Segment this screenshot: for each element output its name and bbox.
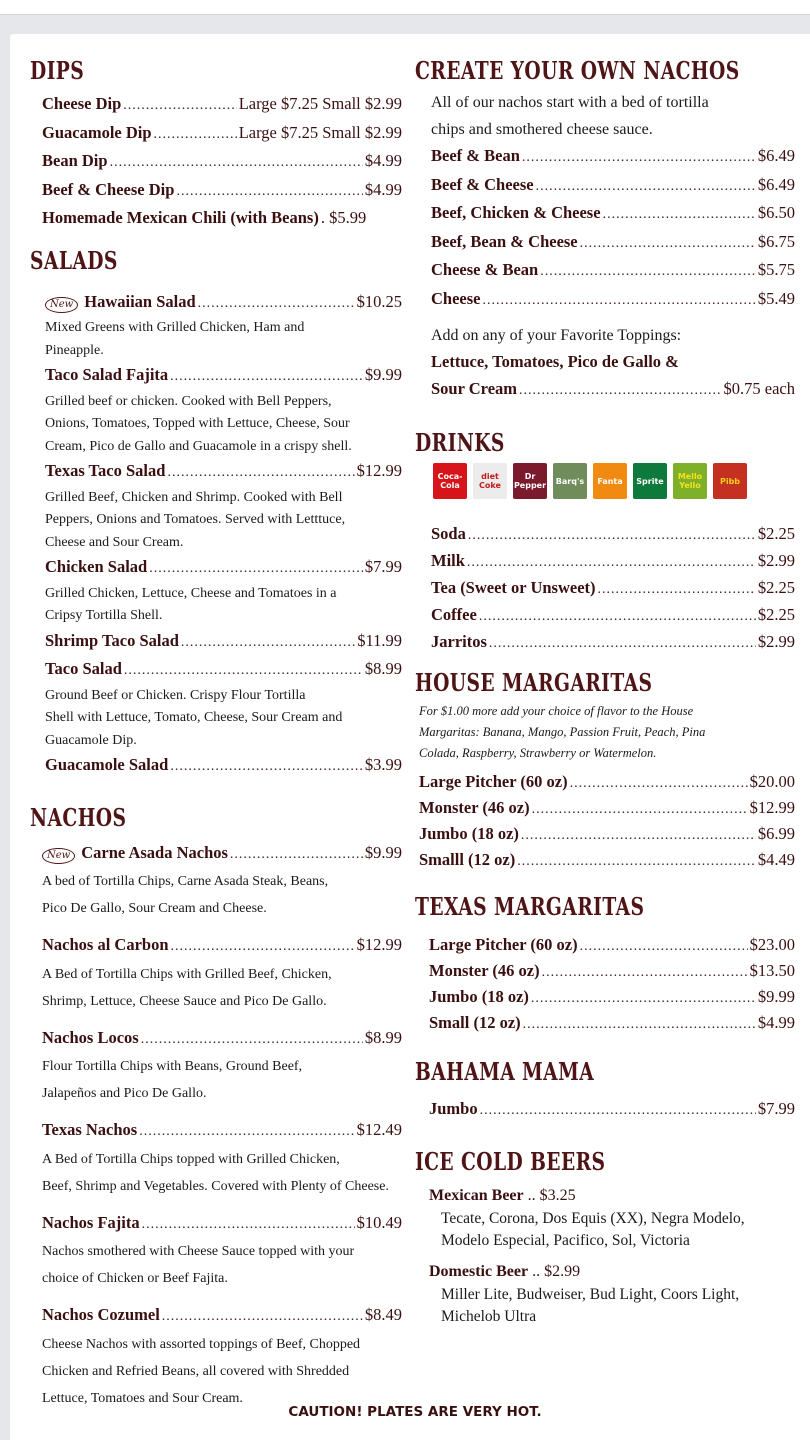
item-price: $7.99 bbox=[364, 557, 402, 576]
drinks-list bbox=[415, 521, 795, 656]
item-price: Large $7.25 Small $2.99 bbox=[238, 94, 402, 113]
item-description: Cheese Nachos with assorted toppings of Beef, Chopped bbox=[42, 1336, 361, 1352]
menu-item bbox=[431, 575, 795, 602]
item-price: $12.49 bbox=[356, 1120, 402, 1139]
leader-dots bbox=[149, 556, 363, 583]
item-price: . $5.99 bbox=[320, 208, 367, 227]
menu-item bbox=[45, 628, 402, 657]
item-price: $4.99 bbox=[757, 1013, 795, 1032]
menu-item bbox=[45, 362, 402, 391]
item-price: $7.99 bbox=[757, 1099, 795, 1118]
leader-dots bbox=[517, 850, 756, 874]
item-price: $3.99 bbox=[364, 755, 402, 774]
item-price: $6.75 bbox=[757, 231, 795, 251]
menu-item bbox=[431, 229, 795, 258]
item-price: $13.50 bbox=[749, 961, 795, 980]
leader-dots bbox=[522, 145, 756, 172]
menu-item bbox=[431, 286, 795, 315]
leader-dots bbox=[124, 658, 363, 685]
item-price: $5.75 bbox=[757, 260, 795, 279]
mexican-beer-list: Tecate, Corona, Dos Equis (XX), Negra Modelo, bbox=[441, 1209, 745, 1227]
salads-heading: SALADS bbox=[30, 245, 118, 275]
item-name: Taco Salad Fajita bbox=[45, 365, 169, 384]
item-price: $4.49 bbox=[757, 850, 795, 869]
menu-item bbox=[431, 548, 795, 575]
item-name: Beef & Cheese Dip bbox=[42, 179, 175, 199]
item-name: Texas Taco Salad bbox=[45, 461, 166, 480]
toppings-intro: Add on any of your Favorite Toppings: bbox=[431, 327, 682, 344]
item-name: Homemade Mexican Chili (with Beans) bbox=[42, 208, 319, 227]
pibb-logo-icon: Pibb bbox=[713, 463, 747, 499]
leader-dots bbox=[540, 259, 756, 286]
item-description: Shell with Lettuce, Tomato, Cheese, Sour Cream and bbox=[45, 710, 343, 725]
menu-item bbox=[42, 932, 402, 961]
right-column bbox=[415, 56, 795, 1328]
toppings-price: $0.75 each bbox=[723, 378, 795, 398]
toppings-line bbox=[431, 349, 795, 376]
house-margaritas-heading: HOUSE MARGARITAS bbox=[415, 668, 653, 697]
new-badge: New bbox=[45, 297, 78, 313]
create-nachos-list bbox=[415, 89, 795, 404]
item-name: Bean Dip bbox=[42, 151, 108, 170]
menu-item bbox=[42, 840, 402, 869]
leader-dots bbox=[171, 934, 355, 961]
menu-item bbox=[419, 848, 795, 874]
menu-item bbox=[42, 177, 402, 206]
item-name: Large Pitcher (60 oz) bbox=[419, 772, 568, 791]
item-price: $6.49 bbox=[757, 146, 795, 165]
menu-item bbox=[42, 1025, 402, 1054]
item-name: Coffee bbox=[431, 605, 477, 624]
previous-page-edge bbox=[0, 0, 810, 15]
texas-margaritas-heading: TEXAS MARGARITAS bbox=[415, 892, 645, 921]
mexican-beer-name: Mexican Beer bbox=[429, 1186, 524, 1204]
fanta-logo-icon: Fanta bbox=[593, 463, 627, 499]
leader-dots bbox=[170, 364, 363, 391]
menu-item bbox=[42, 1302, 402, 1331]
item-price: $6.49 bbox=[757, 174, 795, 194]
menu-item bbox=[429, 1011, 795, 1037]
item-name: Guacamole Dip bbox=[42, 122, 152, 142]
leader-dots bbox=[480, 1098, 756, 1125]
item-price: $6.99 bbox=[757, 824, 795, 843]
item-price: $12.99 bbox=[356, 935, 402, 954]
dr-pepper-logo-icon: Dr Pepper bbox=[513, 463, 547, 499]
leader-dots bbox=[531, 987, 756, 1011]
item-description: Shrimp, Lettuce, Cheese Sauce and Pico De Gallo. bbox=[42, 993, 327, 1009]
item-name: Jarritos bbox=[431, 632, 487, 651]
item-price: $9.99 bbox=[364, 365, 402, 384]
menu-item bbox=[45, 458, 402, 487]
item-price: $4.99 bbox=[364, 151, 402, 170]
item-name: Beef & Bean bbox=[431, 146, 520, 165]
menu-item bbox=[45, 656, 402, 685]
item-price: Large $7.25 Small $2.99 bbox=[238, 122, 402, 142]
leader-dots bbox=[482, 288, 755, 315]
menu-item bbox=[419, 822, 795, 848]
menu-page bbox=[10, 34, 810, 1440]
item-name: Monster (46 oz) bbox=[429, 961, 540, 980]
leader-dots bbox=[467, 550, 756, 575]
flavor-note: For $1.00 more add your choice of flavor to the House bbox=[419, 704, 694, 718]
leader-dots bbox=[123, 93, 236, 120]
create-nachos-intro: All of our nachos start with a bed of tortilla bbox=[431, 94, 709, 111]
item-price: $2.25 bbox=[757, 605, 795, 624]
leader-dots bbox=[479, 604, 756, 629]
item-price: $12.99 bbox=[356, 461, 402, 480]
menu-item bbox=[42, 91, 402, 120]
mexican-beer-row: Mexican Beer .. $3.25 bbox=[429, 1186, 576, 1204]
nachos-heading: NACHOS bbox=[30, 802, 127, 832]
create-nachos-intro: chips and smothered cheese sauce. bbox=[431, 121, 653, 138]
menu-item bbox=[431, 143, 795, 172]
item-price: $5.49 bbox=[757, 288, 795, 308]
item-price: $10.49 bbox=[356, 1212, 402, 1232]
menu-item bbox=[431, 629, 795, 656]
leader-dots bbox=[580, 231, 756, 258]
item-price: $10.25 bbox=[356, 291, 402, 311]
salads-list bbox=[30, 289, 402, 781]
menu-item bbox=[419, 796, 795, 822]
menu-item bbox=[42, 1117, 402, 1146]
leader-dots bbox=[523, 1013, 756, 1037]
house-margaritas-list bbox=[415, 701, 795, 874]
nachos-list bbox=[30, 840, 402, 1412]
leader-dots bbox=[489, 631, 756, 656]
menu-item bbox=[45, 752, 402, 781]
item-name: Cheese bbox=[431, 288, 481, 308]
leader-dots bbox=[532, 798, 748, 822]
item-description: Chicken and Refried Beans, all covered with Shredded bbox=[42, 1363, 350, 1379]
toppings-item bbox=[431, 376, 795, 405]
item-price: $2.99 bbox=[757, 551, 795, 570]
item-description: Jalapeños and Pico De Gallo. bbox=[42, 1086, 207, 1101]
new-badge: New bbox=[42, 848, 75, 864]
drinks-heading: DRINKS bbox=[415, 428, 505, 457]
item-price: $23.00 bbox=[749, 935, 795, 954]
item-price: $9.99 bbox=[757, 987, 795, 1006]
leader-dots bbox=[162, 1304, 363, 1331]
item-name: Monster (46 oz) bbox=[419, 798, 530, 817]
item-price: $8.99 bbox=[364, 659, 402, 678]
item-price: $4.99 bbox=[364, 179, 402, 199]
item-price: $2.25 bbox=[757, 524, 795, 543]
item-price: $2.25 bbox=[757, 578, 795, 597]
item-description: Peppers, Onions and Tomatoes. Served with Letttuce, bbox=[45, 512, 346, 527]
flavor-note: Colada, Raspberry, Strawberry or Watermelon. bbox=[419, 746, 657, 760]
flavor-note: Margaritas: Banana, Mango, Passion Fruit, Peach, Pina bbox=[419, 725, 706, 739]
item-description: Mixed Greens with Grilled Chicken, Ham and bbox=[45, 320, 305, 335]
item-name: Texas Nachos bbox=[42, 1120, 138, 1139]
toppings-list: Lettuce, Tomatoes, Pico de Gallo & bbox=[431, 352, 679, 371]
domestic-beer-list: Miller Lite, Budweiser, Bud Light, Coors Light, bbox=[441, 1285, 740, 1303]
leader-dots bbox=[170, 754, 363, 781]
item-name: Taco Salad bbox=[45, 659, 122, 678]
menu-item bbox=[429, 985, 795, 1011]
item-description: Grilled beef or chicken. Cooked with Bell Peppers, bbox=[45, 393, 332, 409]
beers-heading: ICE COLD BEERS bbox=[415, 1146, 606, 1176]
item-description: A Bed of Tortilla Chips with Grilled Beef, Chicken, bbox=[42, 966, 332, 982]
item-description: Onions, Tomatoes, Topped with Lettuce, Cheese, Sour bbox=[45, 416, 350, 431]
sprite-logo-icon: Sprite bbox=[633, 463, 667, 499]
dips-list bbox=[30, 91, 402, 232]
item-description: A Bed of Tortilla Chips topped with Grilled Chicken, bbox=[42, 1151, 340, 1167]
coca-cola-logo-icon: Coca-Cola bbox=[433, 463, 467, 499]
item-name: Jumbo (18 oz) bbox=[429, 987, 529, 1006]
menu-item bbox=[42, 1210, 402, 1239]
item-name: Nachos al Carbon bbox=[42, 935, 169, 954]
left-column bbox=[30, 56, 402, 1412]
mexican-beer-price: $3.25 bbox=[539, 1186, 576, 1204]
leader-dots bbox=[167, 460, 354, 487]
item-name: Hawaiian Salad bbox=[84, 291, 196, 311]
item-name: Soda bbox=[431, 524, 466, 543]
leader-dots bbox=[519, 378, 722, 405]
leader-dots bbox=[154, 122, 237, 149]
item-name: Jumbo bbox=[429, 1099, 478, 1118]
item-description: A bed of Tortilla Chips, Carne Asada Steak, Beans, bbox=[42, 874, 329, 889]
item-price: $9.99 bbox=[364, 842, 402, 862]
item-price: $11.99 bbox=[357, 630, 402, 650]
toppings-name: Sour Cream bbox=[431, 378, 518, 398]
menu-item bbox=[431, 200, 795, 229]
item-description: Grilled Beef, Chicken and Shrimp. Cooked with Bell bbox=[45, 489, 343, 505]
menu-item bbox=[42, 120, 402, 149]
item-description: Guacamole Dip. bbox=[45, 732, 137, 748]
mello-yello-logo-icon: Mello Yello bbox=[673, 463, 707, 499]
leader-dots bbox=[230, 842, 363, 869]
item-price: $12.99 bbox=[749, 798, 795, 817]
menu-item bbox=[45, 554, 402, 583]
barqs-logo-icon: Barq's bbox=[553, 463, 587, 499]
leader-dots bbox=[142, 1212, 355, 1239]
item-name: Nachos Fajita bbox=[42, 1212, 140, 1232]
item-description: choice of Chicken or Beef Fajita. bbox=[42, 1271, 228, 1286]
item-name: Nachos Locos bbox=[42, 1027, 139, 1047]
item-description: Grilled Chicken, Lettuce, Cheese and Tomatoes in a bbox=[45, 585, 337, 601]
leader-dots bbox=[139, 1119, 354, 1146]
leader-dots bbox=[468, 523, 756, 548]
item-name: Jumbo (18 oz) bbox=[419, 824, 519, 843]
domestic-beer-price: $2.99 bbox=[544, 1262, 581, 1280]
beers-list bbox=[415, 1184, 795, 1328]
leader-dots bbox=[141, 1027, 363, 1054]
leader-dots bbox=[542, 961, 748, 985]
item-description: Flour Tortilla Chips with Beans, Ground Beef, bbox=[42, 1059, 303, 1074]
item-name: Carne Asada Nachos bbox=[81, 842, 228, 862]
item-description: Cream, Pico de Gallo and Guacamole in a crispy shell. bbox=[45, 438, 352, 454]
item-description: Lettuce, Tomatoes and Sour Cream. bbox=[42, 1390, 243, 1406]
caution-notice: CAUTION! PLATES ARE VERY HOT. bbox=[288, 1404, 542, 1420]
leader-dots bbox=[176, 179, 362, 206]
leader-dots bbox=[603, 202, 756, 229]
texas-margaritas-list bbox=[415, 933, 795, 1037]
menu-item bbox=[431, 257, 795, 286]
item-name: Beef, Chicken & Cheese bbox=[431, 203, 601, 222]
create-nachos-heading: CREATE YOUR OWN NACHOS bbox=[415, 56, 740, 85]
item-price: $6.50 bbox=[757, 203, 795, 222]
item-name: Shrimp Taco Salad bbox=[45, 630, 179, 650]
item-name: Tea (Sweet or Unsweet) bbox=[431, 578, 596, 597]
item-name: Guacamole Salad bbox=[45, 755, 169, 774]
item-name: Small (12 oz) bbox=[429, 1013, 521, 1032]
item-name: Smalll (12 oz) bbox=[419, 850, 516, 869]
leader-dots bbox=[598, 577, 756, 602]
bahama-mama-list bbox=[415, 1096, 795, 1125]
item-name: Milk bbox=[431, 551, 465, 570]
item-name: Chicken Salad bbox=[45, 557, 148, 576]
menu-item bbox=[42, 148, 402, 177]
item-description: Ground Beef or Chicken. Crispy Flour Tortilla bbox=[45, 687, 306, 703]
menu-item bbox=[45, 289, 402, 318]
diet-coke-logo-icon: diet Coke bbox=[473, 463, 507, 499]
item-name: Large Pitcher (60 oz) bbox=[429, 935, 578, 954]
item-name: Cheese & Bean bbox=[431, 260, 539, 279]
menu-item bbox=[42, 205, 402, 232]
leader-dots bbox=[198, 291, 355, 318]
mexican-beer-list: Modelo Especial, Pacifico, Sol, Victoria bbox=[441, 1231, 690, 1249]
item-price: $20.00 bbox=[749, 772, 795, 791]
menu-item bbox=[429, 1096, 795, 1125]
dips-heading: DIPS bbox=[30, 56, 85, 85]
domestic-beer-list: Michelob Ultra bbox=[441, 1307, 537, 1325]
item-name: Cheese Dip bbox=[42, 94, 122, 113]
item-name: Beef, Bean & Cheese bbox=[431, 231, 578, 251]
leader-dots bbox=[570, 772, 748, 796]
leader-dots bbox=[110, 150, 363, 177]
item-description: Nachos smothered with Cheese Sauce topped with your bbox=[42, 1244, 355, 1259]
menu-item bbox=[431, 172, 795, 201]
item-name: Beef & Cheese bbox=[431, 174, 534, 194]
leader-dots bbox=[521, 824, 756, 848]
leader-dots bbox=[580, 935, 748, 959]
menu-item bbox=[429, 933, 795, 959]
menu-item bbox=[431, 521, 795, 548]
item-description: Beef, Shrimp and Vegetables. Covered with Plenty of Cheese. bbox=[42, 1178, 389, 1194]
item-name: Nachos Cozumel bbox=[42, 1305, 160, 1324]
menu-item bbox=[429, 959, 795, 985]
item-description: Cripsy Tortilla Shell. bbox=[45, 608, 163, 623]
item-description: Cheese and Sour Cream. bbox=[45, 534, 184, 550]
leader-dots bbox=[536, 174, 756, 201]
item-description: Pico De Gallo, Sour Cream and Cheese. bbox=[42, 901, 267, 916]
item-price: $8.99 bbox=[364, 1027, 402, 1047]
soda-logos bbox=[415, 463, 795, 499]
item-description: Pineapple. bbox=[45, 342, 104, 358]
menu-item bbox=[419, 770, 795, 796]
item-price: $8.49 bbox=[364, 1305, 402, 1324]
item-price: $2.99 bbox=[757, 632, 795, 651]
menu-item bbox=[431, 602, 795, 629]
domestic-beer-name: Domestic Beer bbox=[429, 1262, 529, 1280]
domestic-beer-row: Domestic Beer .. $2.99 bbox=[429, 1262, 581, 1280]
bahama-mama-heading: BAHAMA MAMA bbox=[415, 1057, 595, 1086]
leader-dots bbox=[181, 630, 355, 657]
